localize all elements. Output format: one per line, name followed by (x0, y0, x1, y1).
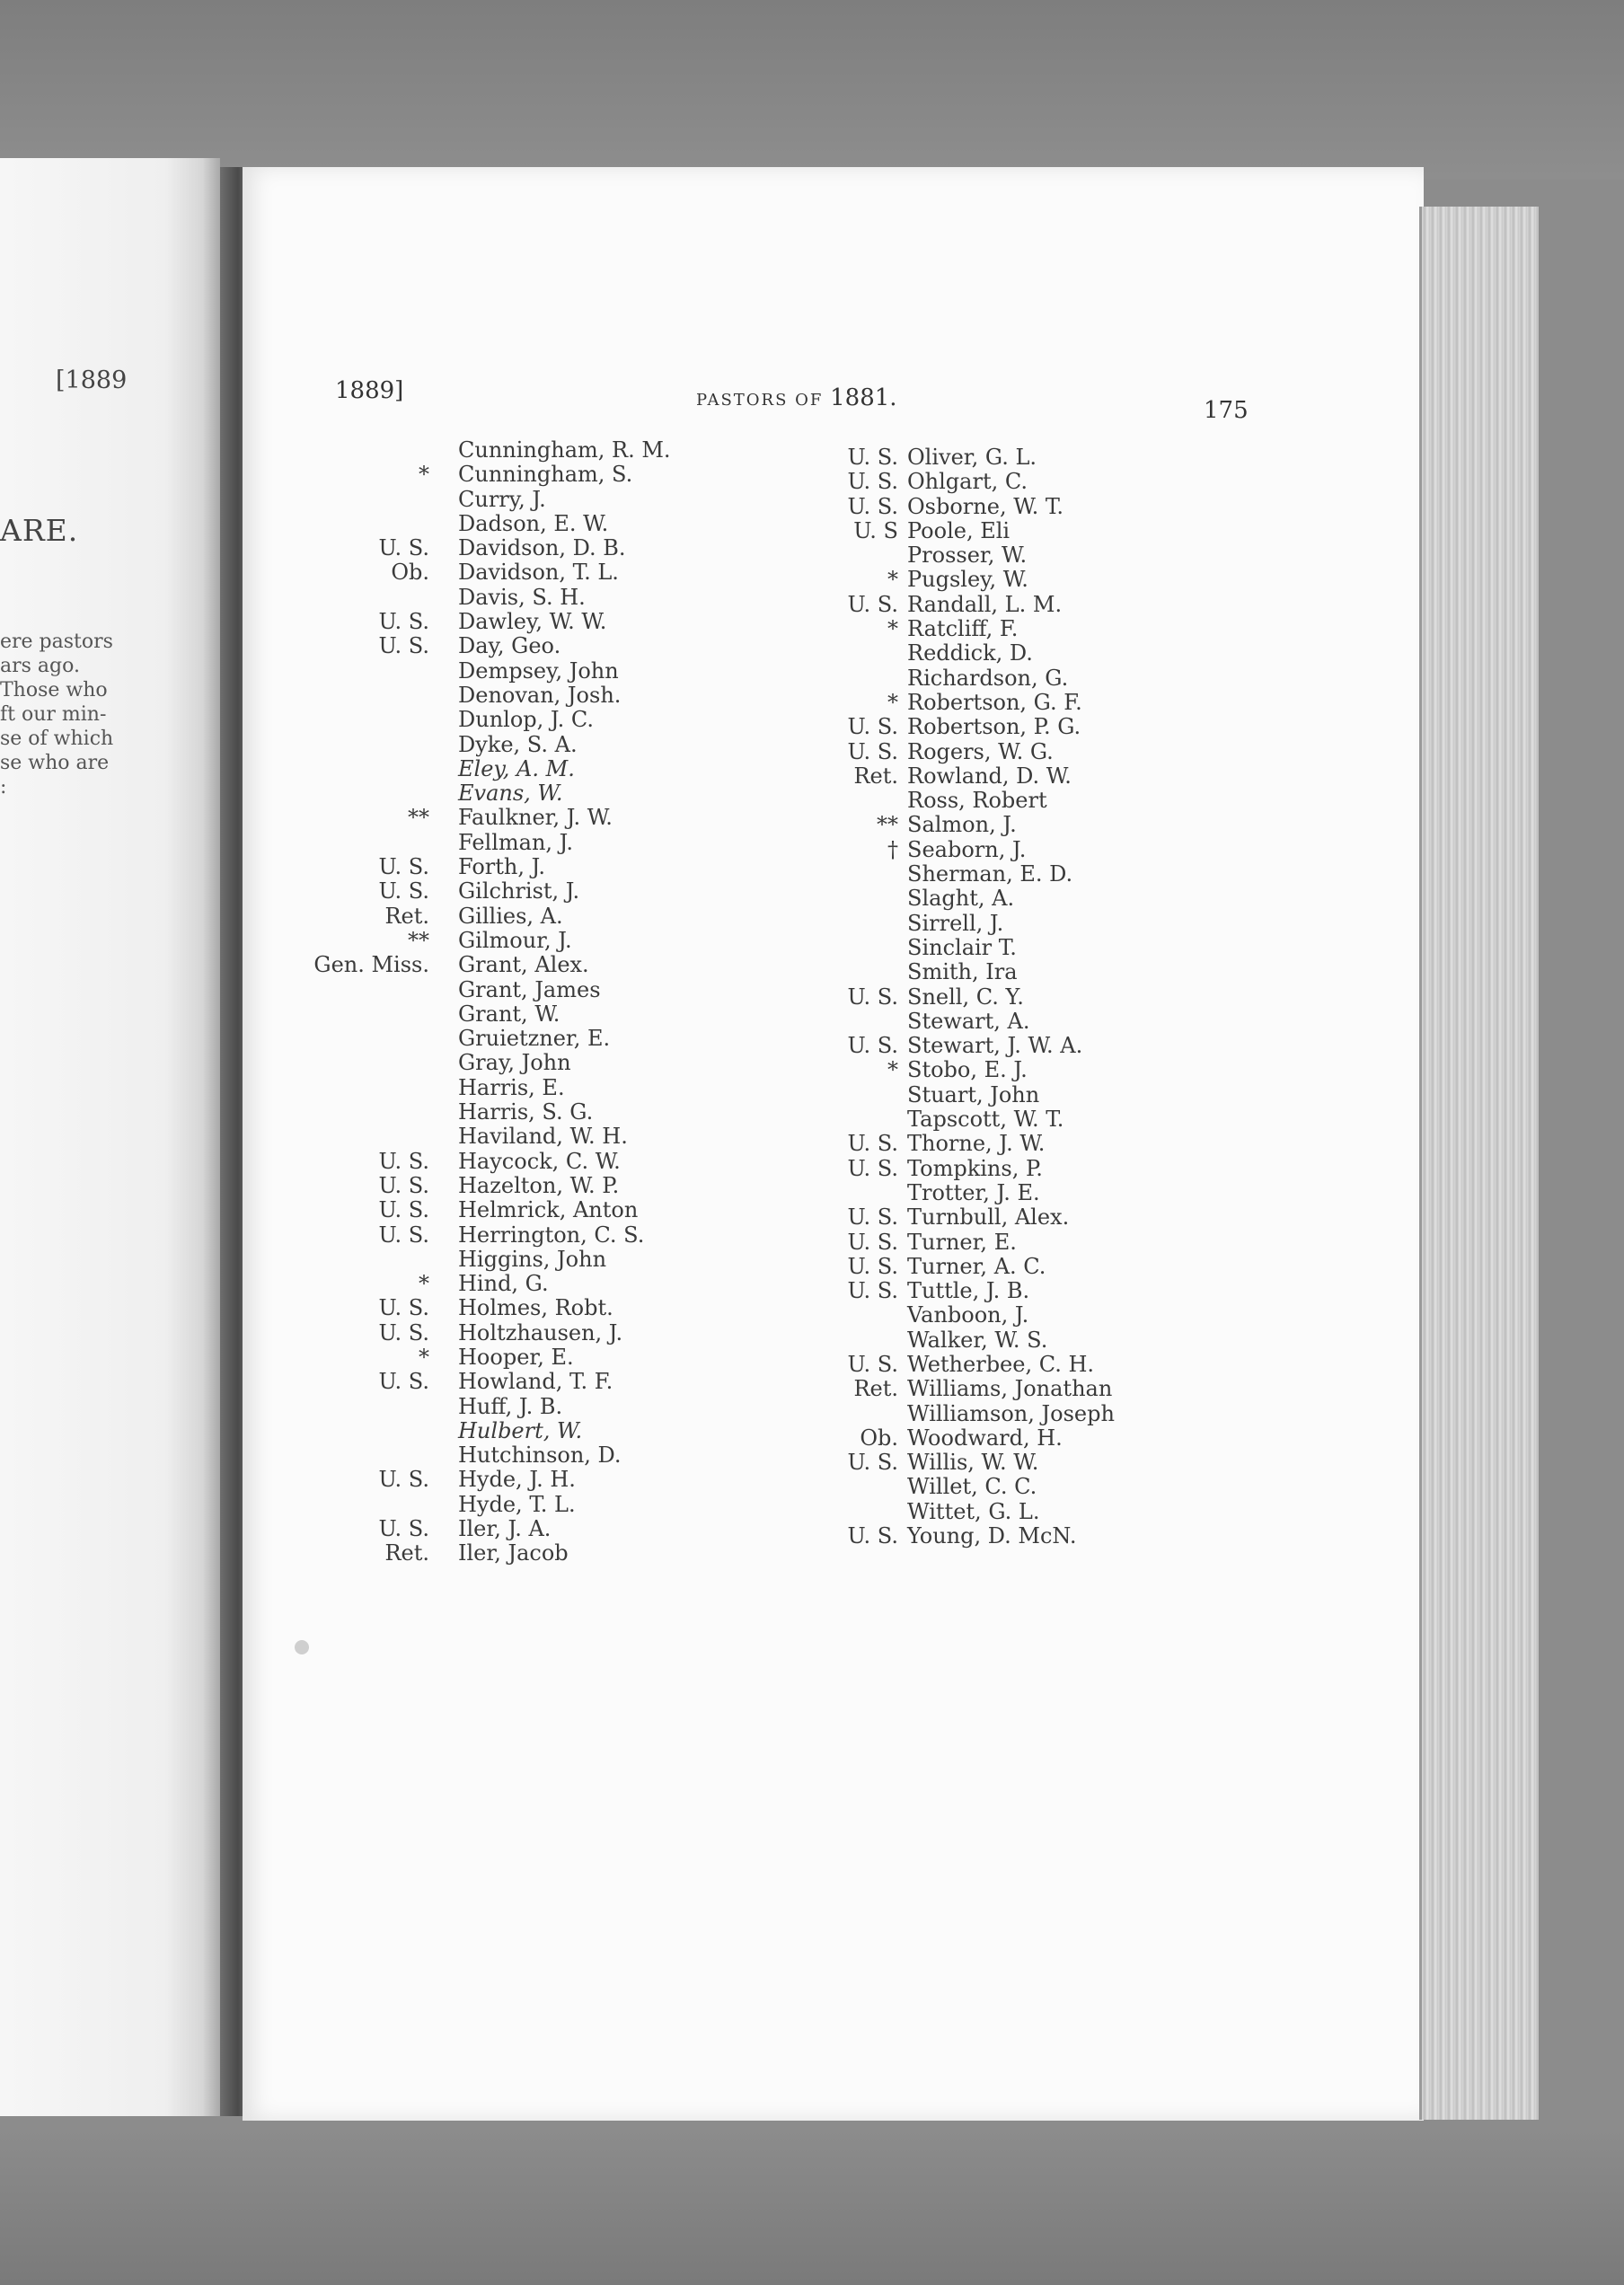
pastor-name: Richardson, G. (907, 665, 1069, 691)
pastor-name: Stewart, J. W. A. (907, 1033, 1083, 1059)
background-bottom (0, 2129, 1624, 2285)
pastor-name: Davidson, T. L. (458, 560, 619, 586)
pastor-name: Willet, C. C. (907, 1474, 1037, 1500)
status-mark: U. S. (378, 1197, 429, 1223)
pastor-name: Eley, A. M. (458, 755, 575, 781)
pastor-name: Holtzhausen, J. (458, 1319, 623, 1345)
pastor-name: Willis, W. W. (907, 1450, 1039, 1476)
pastor-name: Woodward, H. (907, 1425, 1063, 1451)
status-mark: U. S. (378, 609, 429, 635)
pastor-name: Wetherbee, C. H. (907, 1351, 1095, 1377)
pastor-name: Gruietzner, E. (458, 1026, 611, 1052)
status-mark: U. S. (847, 445, 898, 470)
pastor-name: Stobo, E. J. (907, 1057, 1028, 1083)
pastor-name: Sinclair T. (907, 934, 1017, 960)
pastor-name: Cunningham, S. (458, 462, 633, 488)
status-mark: U. S (853, 517, 898, 543)
status-mark: U. S. (847, 1204, 898, 1231)
pastor-name: Faulkner, J. W. (458, 805, 613, 831)
status-mark: U. S. (847, 1450, 898, 1476)
previous-page-line: se of which (0, 728, 114, 750)
pastor-name: Ross, Robert (907, 788, 1047, 814)
pastor-name: Walker, W. S. (907, 1327, 1048, 1353)
pastor-name: Smith, Ira (907, 959, 1018, 985)
pastor-name: Hulbert, W. (458, 1417, 583, 1443)
pastor-name: Turner, A. C. (907, 1253, 1046, 1279)
pastor-name: Tompkins, P. (907, 1155, 1043, 1181)
pastor-name: Poole, Eli (907, 517, 1011, 543)
pastor-name: Hooper, E. (458, 1344, 574, 1370)
running-head-title-text: PASTORS OF (696, 391, 824, 410)
previous-page-line: ft our min- (0, 703, 107, 726)
previous-page-line: Those who (0, 679, 108, 701)
status-mark: U. S. (847, 738, 898, 764)
background-top (0, 0, 1624, 180)
status-mark: U. S. (847, 1523, 898, 1549)
status-mark: Ret. (384, 1540, 429, 1566)
pastor-name: Denovan, Josh. (458, 682, 622, 708)
pastor-name: Gillies, A. (458, 903, 563, 929)
pastor-name: Evans, W. (458, 781, 563, 807)
status-mark: Ret. (384, 903, 429, 929)
status-mark: U. S. (378, 633, 429, 659)
pastor-name: Dunlop, J. C. (458, 707, 595, 733)
pastor-name: Cunningham, R. M. (458, 437, 671, 463)
pastor-name: Dyke, S. A. (458, 731, 578, 757)
previous-page-line: : (0, 776, 7, 798)
pastor-name: Harris, S. G. (458, 1099, 594, 1125)
pastor-name: Higgins, John (458, 1246, 607, 1272)
pastor-name: Hyde, J. H. (458, 1467, 576, 1493)
status-mark: U. S. (378, 1467, 429, 1493)
pastor-name: Gilchrist, J. (458, 878, 580, 904)
pastor-name: Davis, S. H. (458, 584, 586, 610)
pastor-name: Williams, Jonathan (907, 1376, 1113, 1402)
pastor-name: Salmon, J. (907, 812, 1017, 838)
status-mark: U. S. (847, 1155, 898, 1181)
pastor-name: Holmes, Robt. (458, 1295, 613, 1321)
pastor-name: Tapscott, W. T. (907, 1107, 1064, 1133)
status-mark: U. S. (847, 1253, 898, 1279)
status-mark: * (419, 1344, 429, 1370)
pastor-name: Osborne, W. T. (907, 493, 1064, 519)
previous-page-line: ars ago. (0, 655, 80, 677)
pastor-name: Randall, L. M. (907, 591, 1063, 617)
pastor-name: Huff, J. B. (458, 1393, 563, 1419)
page-edges (1419, 207, 1539, 2120)
pastor-name: Grant, Alex. (458, 952, 589, 978)
pastor-name: Stewart, A. (907, 1008, 1030, 1034)
status-mark: U. S. (847, 984, 898, 1010)
pastor-name: Ratcliff, F. (907, 616, 1019, 642)
pastor-name: Iler, J. A. (458, 1516, 552, 1542)
pastor-name: Howland, T. F. (458, 1369, 613, 1395)
pastor-name: Oliver, G. L. (907, 445, 1037, 470)
pastor-name: Herrington, C. S. (458, 1222, 645, 1248)
status-mark: ** (877, 812, 898, 838)
status-mark: U. S. (378, 878, 429, 904)
pastor-name: Trotter, J. E. (907, 1179, 1040, 1205)
status-mark: U. S. (847, 1131, 898, 1157)
status-mark: * (419, 462, 429, 488)
pastor-name: Haviland, W. H. (458, 1124, 628, 1150)
pastor-name: Williamson, Joseph (907, 1400, 1115, 1426)
pastor-name: Prosser, W. (907, 543, 1028, 569)
running-head-title-year: 1881. (830, 384, 897, 411)
pastor-name: Dawley, W. W. (458, 609, 607, 635)
pastor-name: Stuart, John (907, 1081, 1040, 1107)
pastor-name: Robertson, G. F. (907, 689, 1082, 715)
status-mark: Ret. (853, 1376, 898, 1402)
previous-page-line: ere pastors (0, 631, 113, 653)
status-mark: * (419, 1271, 429, 1297)
pastor-name: Snell, C. Y. (907, 984, 1024, 1010)
pastor-name: Forth, J. (458, 854, 546, 880)
status-mark: U. S. (378, 854, 429, 880)
pastor-name: Robertson, P. G. (907, 714, 1081, 740)
pastor-name: Rogers, W. G. (907, 738, 1054, 764)
pastor-name: Dempsey, John (458, 657, 619, 684)
previous-page (0, 158, 220, 2116)
pastor-name: Iler, Jacob (458, 1540, 569, 1566)
pastor-name: Hazelton, W. P. (458, 1172, 620, 1198)
status-mark: U. S. (378, 1148, 429, 1174)
status-mark: Ob. (860, 1425, 898, 1451)
status-mark: ** (408, 927, 429, 953)
status-mark: ** (408, 805, 429, 831)
pastor-name: Wittet, G. L. (907, 1498, 1040, 1524)
pastor-name: Ohlgart, C. (907, 469, 1028, 495)
pastor-name: Gray, John (458, 1050, 571, 1076)
pastor-name: Hyde, T. L. (458, 1491, 576, 1517)
page-number: 175 (1204, 397, 1249, 424)
pastor-name: Reddick, D. (907, 640, 1033, 666)
status-mark: U. S. (847, 1033, 898, 1059)
pastor-name: Hind, G. (458, 1271, 549, 1297)
status-mark: Gen. Miss. (313, 952, 429, 978)
previous-page-line: se who are (0, 752, 110, 774)
pastor-name: Fellman, J. (458, 829, 574, 855)
status-mark: U. S. (378, 1222, 429, 1248)
pastor-name: Turnbull, Alex. (907, 1204, 1070, 1231)
status-mark: U. S. (378, 1516, 429, 1542)
status-mark: U. S. (847, 493, 898, 519)
status-mark: * (887, 616, 898, 642)
status-mark: U. S. (847, 1351, 898, 1377)
status-mark: U. S. (378, 1295, 429, 1321)
pastor-name: Curry, J. (458, 486, 546, 512)
pastor-name: Haycock, C. W. (458, 1148, 621, 1174)
status-mark: U. S. (847, 591, 898, 617)
status-mark: U. S. (378, 1172, 429, 1198)
status-mark: U. S. (378, 1369, 429, 1395)
pastor-name: Pugsley, W. (907, 567, 1028, 593)
pastor-name: Sirrell, J. (907, 910, 1004, 936)
status-mark: * (887, 689, 898, 715)
pastor-name: Grant, James (458, 976, 601, 1002)
status-mark: † (887, 836, 898, 862)
page-blemish (295, 1640, 309, 1654)
running-head-title (696, 384, 897, 411)
pastor-name: Harris, E. (458, 1074, 565, 1100)
pastor-name: Tuttle, J. B. (907, 1278, 1030, 1304)
status-mark: * (887, 1057, 898, 1083)
running-head-year: 1889] (335, 377, 404, 404)
pastor-name: Sherman, E. D. (907, 861, 1073, 887)
pastor-name: Turner, E. (907, 1229, 1017, 1255)
status-mark: * (887, 567, 898, 593)
pastor-name: Thorne, J. W. (907, 1131, 1046, 1157)
pastor-name: Gilmour, J. (458, 927, 572, 953)
pastor-name: Rowland, D. W. (907, 763, 1072, 789)
status-mark: Ob. (391, 560, 429, 586)
status-mark: U. S. (378, 535, 429, 561)
status-mark: U. S. (847, 1229, 898, 1255)
pastor-name: Dadson, E. W. (458, 510, 609, 536)
previous-page-year: [1889 (56, 366, 128, 394)
pastor-name: Hutchinson, D. (458, 1442, 622, 1469)
previous-page-heading: ARE. (0, 513, 79, 548)
status-mark: U. S. (847, 714, 898, 740)
pastor-name: Young, D. McN. (907, 1523, 1077, 1549)
status-mark: U. S. (847, 469, 898, 495)
status-mark: U. S. (847, 1278, 898, 1304)
pastor-name: Davidson, D. B. (458, 535, 626, 561)
pastor-name: Seaborn, J. (907, 836, 1027, 862)
status-mark: Ret. (853, 763, 898, 789)
pastor-name: Day, Geo. (458, 633, 561, 659)
pastor-name: Vanboon, J. (907, 1302, 1029, 1328)
status-mark: U. S. (378, 1319, 429, 1345)
pastor-name: Grant, W. (458, 1001, 560, 1027)
pastor-name: Slaght, A. (907, 886, 1015, 912)
pastor-name: Helmrick, Anton (458, 1197, 639, 1223)
